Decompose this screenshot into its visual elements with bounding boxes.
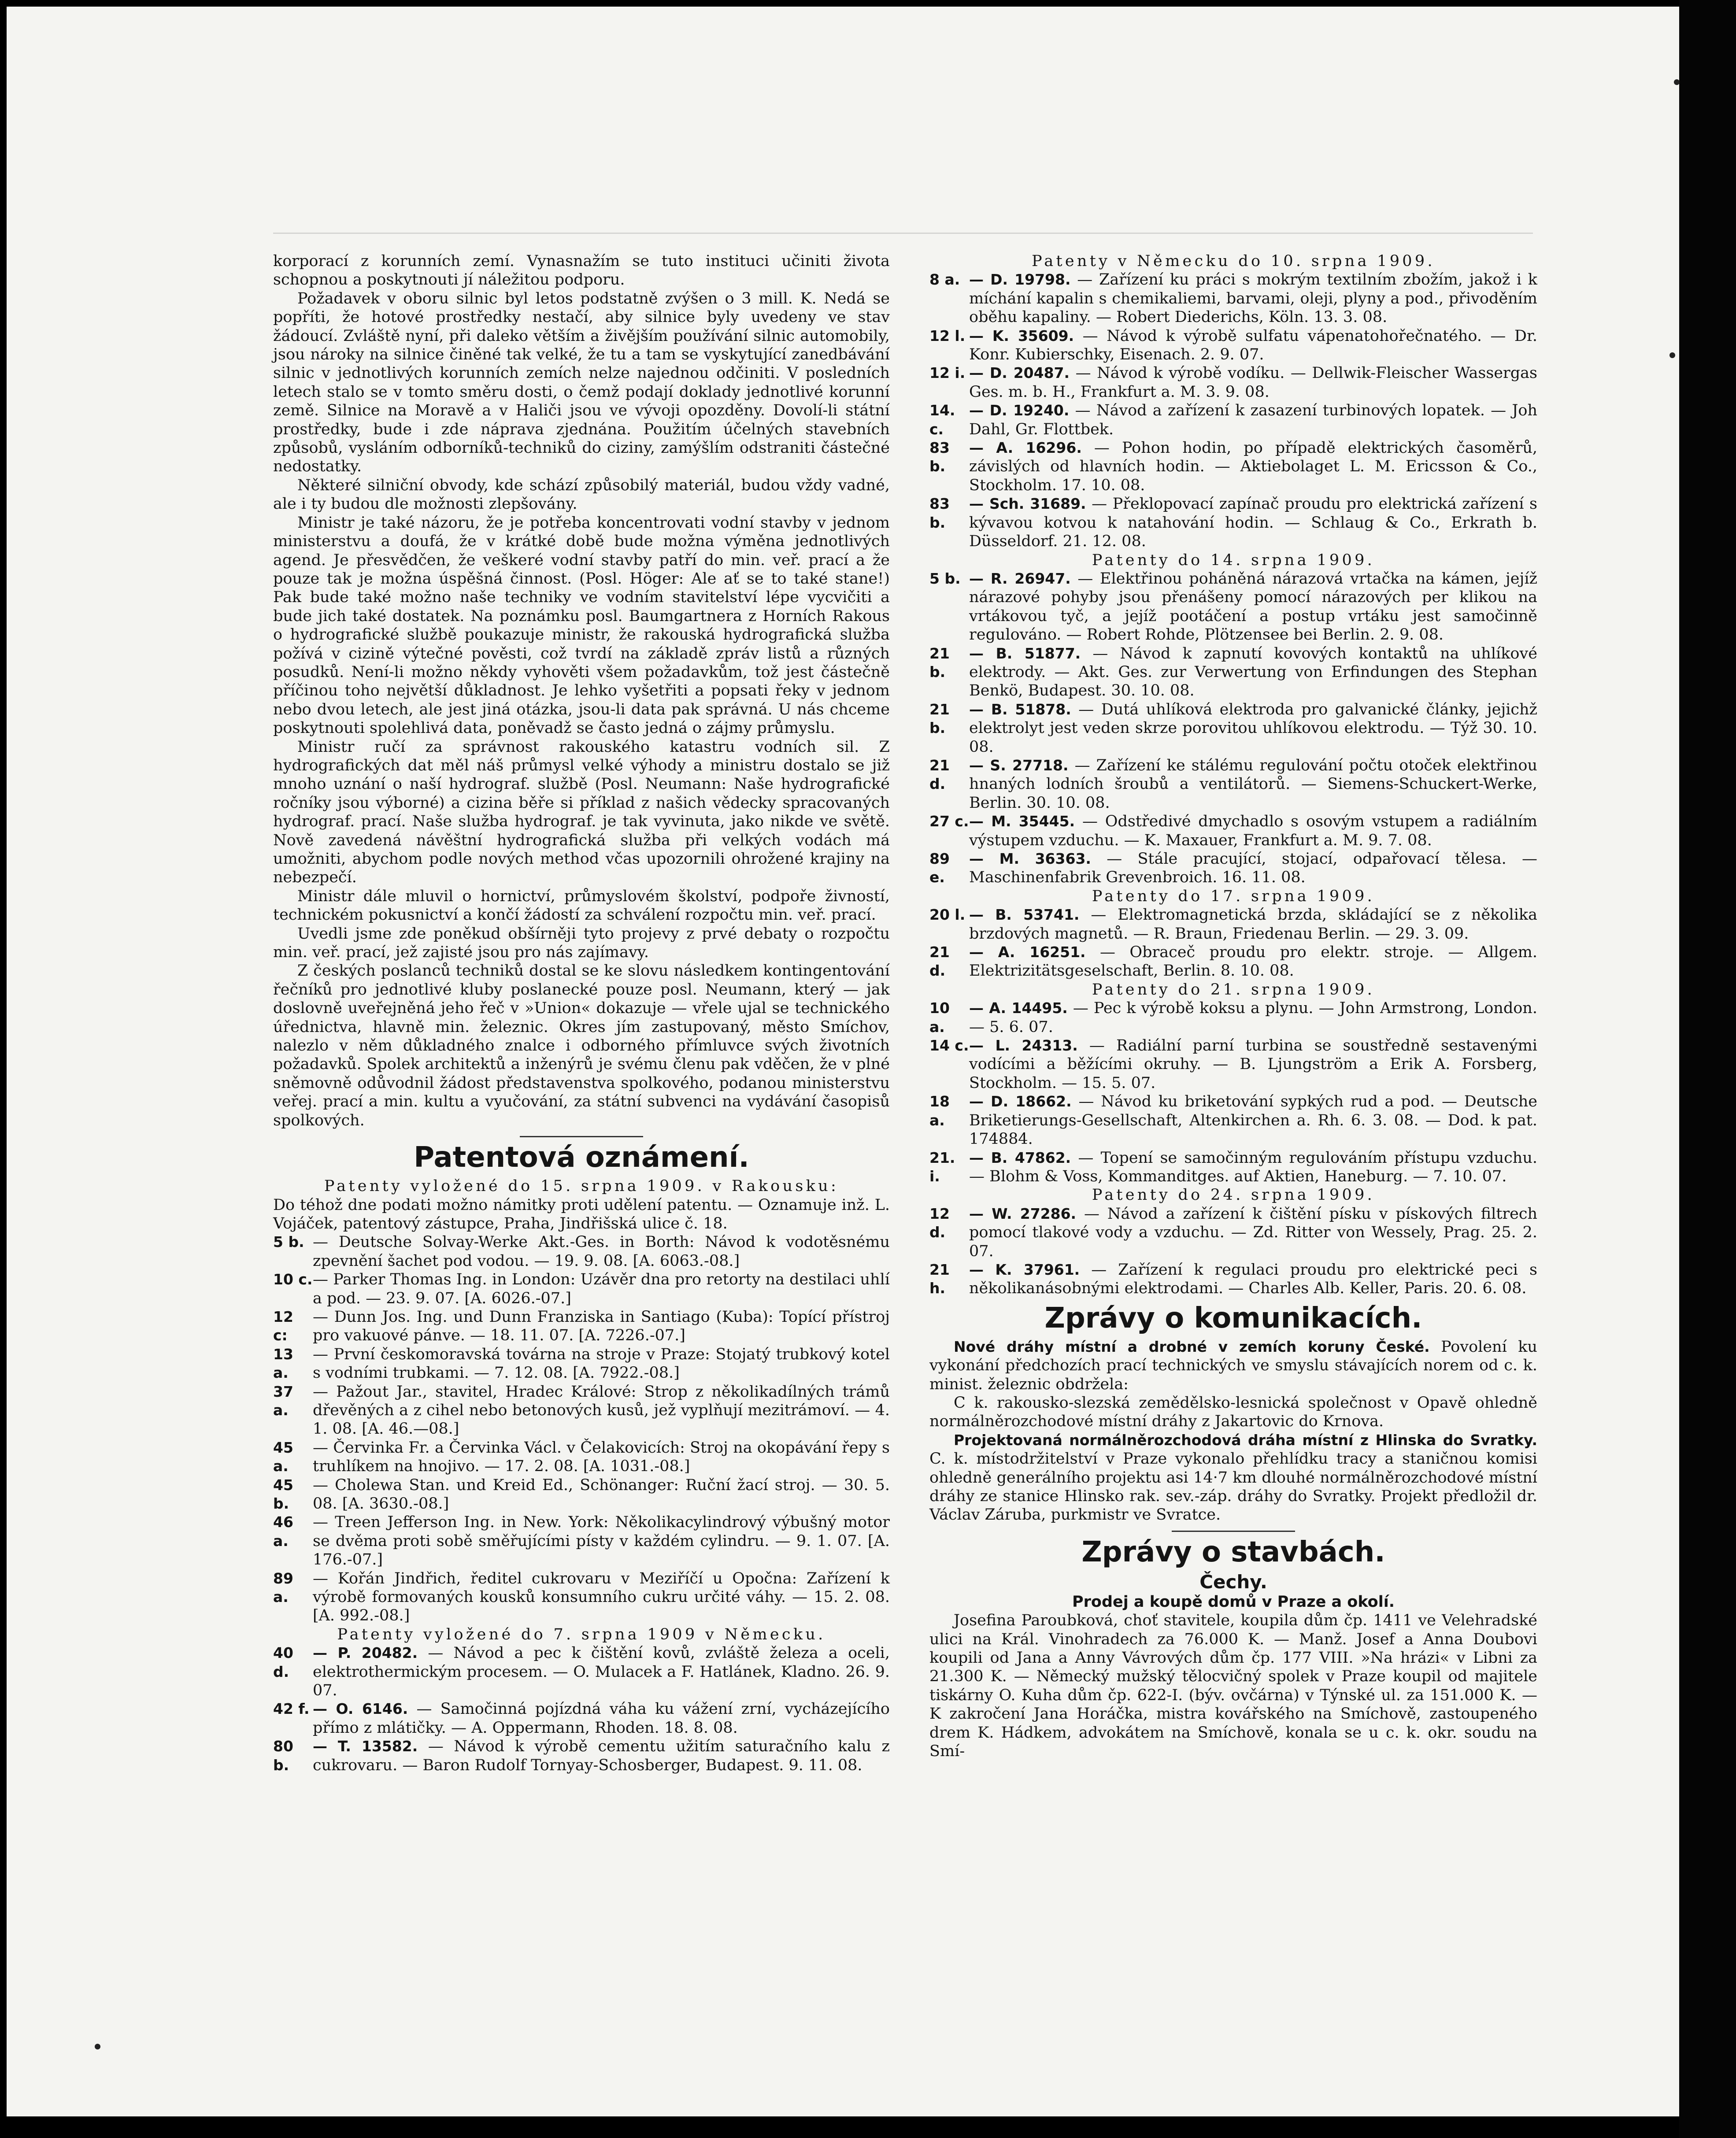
patent-entry bbox=[273, 1308, 890, 1345]
paragraph: korporací z korunních zemí. Vynasnažím se tuto instituci učiniti života schopnou a poskytnouti jí náležitou podporu. bbox=[273, 252, 890, 289]
patent-number: — R. 26947. bbox=[969, 570, 1071, 587]
patent-text bbox=[969, 401, 1537, 439]
patent-description: — Cholewa Stan. und Kreid Ed., Schönanger: Ruční žací stroj. — 30. 5. 08. [A. 3630.-08.] bbox=[313, 1476, 890, 1513]
patent-description: — Zařízení ke stálému regulování počtu otoček elektřinou hnaných lodních šroubů a ventilátorů. — Siemens-Schuckert-Werke, Berlin. 30. 10. 08. bbox=[969, 756, 1537, 812]
patent-class: 13 a. bbox=[273, 1345, 293, 1382]
margin-speck bbox=[1669, 352, 1675, 358]
subheading: Patenty do 14. srpna 1909. bbox=[1092, 551, 1375, 569]
patent-class: 21. i. bbox=[929, 1149, 955, 1185]
patent-number: — Sch. 31689. bbox=[969, 495, 1086, 513]
paragraph bbox=[929, 1338, 1537, 1394]
patent-number: — A. 16251. bbox=[969, 943, 1086, 961]
patent-class: 83 b. bbox=[929, 439, 950, 475]
patent-entry bbox=[929, 1036, 1537, 1092]
patent-description: — Kořán Jindřich, ředitel cukrovaru v Meziříčí u Opočna: Zařízení k výrobě formovaných kousků konsumního cukru určité váhy. — 15. 2. 08. [A. 992.-08.] bbox=[313, 1569, 890, 1625]
patent-number: — M. 35445. bbox=[969, 813, 1075, 830]
patent-number: — A. 14495. bbox=[969, 999, 1068, 1017]
patent-entry bbox=[929, 570, 1537, 644]
patent-entry bbox=[929, 439, 1537, 495]
patent-list bbox=[273, 1644, 890, 1775]
patent-description: — Odstředivé dmychadlo s osovým vstupem a radiálním výstupem vzduchu. — K. Maxauer, Frankfurt a. M. 9. 7. 08. bbox=[969, 813, 1537, 849]
patent-groups bbox=[929, 252, 1537, 1298]
patent-class: 37 a. bbox=[273, 1383, 293, 1419]
subheading: Patenty vyložené do 7. srpna 1909 v Německu. bbox=[337, 1625, 826, 1643]
patent-number: — D. 20487. bbox=[969, 364, 1070, 382]
patent-entry bbox=[929, 1092, 1537, 1148]
patent-entry bbox=[929, 756, 1537, 812]
patent-entry bbox=[929, 1261, 1537, 1298]
patent-class: 27 c. bbox=[929, 813, 969, 830]
patent-description: — Návod k výrobě sulfatu vápenatohořečnatého. — Dr. Konr. Kubierschky, Eisenach. 2. 9. 07. bbox=[969, 327, 1537, 364]
patent-entry bbox=[929, 364, 1537, 401]
patent-class: 12 d. bbox=[929, 1205, 950, 1241]
patent-class: 21 d. bbox=[929, 756, 950, 793]
section-rule bbox=[1172, 1531, 1295, 1532]
patent-description: — Zařízení ku práci s mokrým textilním zbožím, jakož i k míchání kapalin s chemikaliemi, barvami, oleji, plyny a pod., přivoděním oběhu kapaliny. — Robert Diederichs, Köln. 13. 3. 08. bbox=[969, 271, 1537, 326]
patent-text bbox=[969, 943, 1537, 980]
margin-speck bbox=[95, 2044, 100, 2049]
patent-entry bbox=[929, 943, 1537, 980]
paragraph: Ministr je také názoru, že je potřeba koncentrovati vodní stavby v jednom ministerstvu a doufá, že v krátké době bude možna výměna jednotlivých agend. Je přesvědčen, že veškeré vodní stavby patří do min. veř. prací a že pouze tak je možna úspěšná činnost. (Posl. Höger: Ale ať se to také stane!) Pak bude také možno naše techniky ve vodním stavitelství lépe vycvičiti a bude jich také dostatek. Na poznámku posl. Baumgartnera z Horních Rakous o hydrografické službě poukazuje ministr, že rakouská hydrografická služba požívá v cizině výtečné pověsti, což tvrdí na základě zpráv listů a různých posudků. Není-li možno někdy vyhověti všem požadavkům, tož jest částečně příčinou toho největší důkladnost. Je lehko vyšetřiti a popsati řeky v jednom nebo dvou letech, ale jest jiná otázka, jsou-li data pak správná. U nás chceme poskytnouti spolehlivá data, poněvadž se často jedná o zájmy průmyslu. bbox=[273, 514, 890, 737]
patent-class: 21 b. bbox=[929, 700, 950, 737]
patent-text bbox=[969, 570, 1537, 644]
patent-description: — Samočinná pojízdná váha ku vážení zrní, vycházejícího přímo z mlátičky. — A. Oppermann, Rhoden. 18. 8. 08. bbox=[313, 1700, 890, 1737]
patent-entry bbox=[273, 1345, 890, 1383]
patent-entry bbox=[929, 1205, 1537, 1261]
patent-text bbox=[313, 1476, 890, 1513]
paragraph: C k. rakousko-slezská zemědělsko-lesnická společnost v Opavě ohledně normálněrozchodové místní dráhy z Jakartovic do Krnova. bbox=[929, 1394, 1537, 1431]
patent-text bbox=[969, 439, 1537, 495]
subheading: Patenty v Německu do 10. srpna 1909. bbox=[1032, 252, 1435, 270]
section-heading: Zprávy o stavbách. bbox=[1081, 1535, 1385, 1568]
patent-class: 21 h. bbox=[929, 1261, 950, 1297]
patent-entry bbox=[929, 812, 1537, 850]
patent-description: — Dutá uhlíková elektroda pro galvanické články, jejichž elektrolyt jest veden skrze porovitou uhlíkovou elektrodu. — Týž 30. 10. 08. bbox=[969, 700, 1537, 756]
patent-text bbox=[969, 1261, 1537, 1298]
patent-number: — S. 27718. bbox=[969, 756, 1069, 774]
patent-entry bbox=[273, 1737, 890, 1775]
patent-description: — Pažout Jar., stavitel, Hradec Králové: Strop z několikadílných trámů dřevěných a z cihel nebo betonových kusů, jež vyplňují mezitrámoví. — 4. 1. 08. [A. 46.—08.] bbox=[313, 1383, 890, 1438]
patent-text bbox=[969, 270, 1537, 326]
patent-number: — P. 20482. bbox=[313, 1644, 418, 1662]
patent-number: — K. 35609. bbox=[969, 327, 1074, 344]
patent-entry bbox=[929, 850, 1537, 887]
right-column bbox=[929, 252, 1537, 1761]
patent-class: 40 d. bbox=[273, 1644, 293, 1680]
patent-description: — Návod a zařízení k zasazení turbinových lopatek. — Joh Dahl, Gr. Flottbek. bbox=[969, 402, 1537, 438]
patent-class: 21 d. bbox=[929, 943, 950, 980]
patent-description: — Pec k výrobě koksu a plynu. — John Armstrong, London. — 5. 6. 07. bbox=[969, 999, 1537, 1036]
patent-description: — Návod a pec k čištění kovů, zvláště železa a oceli, elektrothermickým procesem. — O. Mulacek a F. Hatlánek, Kladno. 26. 9. 07. bbox=[313, 1644, 890, 1700]
patent-text bbox=[969, 850, 1537, 887]
patent-number: — A. 16296. bbox=[969, 439, 1082, 457]
patent-entry bbox=[929, 327, 1537, 364]
patent-entry bbox=[273, 1700, 890, 1737]
scan-border bbox=[1679, 0, 1736, 2138]
patent-class: 10 c. bbox=[273, 1271, 313, 1288]
patent-entry bbox=[273, 1233, 890, 1270]
lead-phrase: Projektovaná normálněrozchodová dráha místní z Hlinska do Svratky. bbox=[954, 1431, 1537, 1449]
patent-class: 46 a. bbox=[273, 1513, 293, 1550]
patent-description: — Červinka Fr. a Červinka Václ. v Čelakovicích: Stroj na okopávání řepy s truhlíkem na hnojivo. — 17. 2. 08. [A. 1031.-08.] bbox=[313, 1439, 890, 1476]
patent-text bbox=[969, 327, 1537, 364]
paragraph: Ministr ručí za správnost rakouského katastru vodních sil. Z hydrografických dat měl náš průmysl velké výhody a ministru dostalo se již mnoho uznání o naší hydrograf. službě (Posl. Neumann: Naše hydrografické ročníky jsou výborné) a cizina běře si příklad z našich vědecky spracovaných hydrograf. prací. Naše služba hydrograf. je tak vyvinuta, jako nikde ve světě. Nově zavedená návěštní hydrografická služba při velkých vodách má umožniti, abychom podle nových method včas upozornili ohrožené krajiny na nebezpečí. bbox=[273, 738, 890, 887]
patent-class: 42 f. bbox=[273, 1700, 310, 1718]
patent-description: — První českomoravská továrna na stroje v Praze: Stojatý trubkový kotel s vodními trubkami. — 7. 12. 08. [A. 7922.-08.] bbox=[313, 1345, 890, 1382]
patent-number: — D. 19240. bbox=[969, 402, 1070, 419]
patent-text bbox=[313, 1308, 890, 1345]
patent-text bbox=[969, 999, 1537, 1036]
patent-description: — Deutsche Solvay-Werke Akt.-Ges. in Borth: Návod k vodotěsnému zpevnění šachet pod vodou. — 19. 9. 08. [A. 6063.-08.] bbox=[313, 1233, 890, 1270]
patent-text bbox=[313, 1700, 890, 1737]
patent-description: — Elektřinou poháněná nárazová vrtačka na kámen, jejíž nárazové pohyby jsou přenášeny pomocí nárazových per klikou na vrtákovou tyč, a jejíž pootáčení a postup vrtáku jest samočinně regulováno. — Robert Rohde, Plötzensee bei Berlin. 2. 9. 08. bbox=[969, 570, 1537, 644]
patent-list bbox=[273, 1233, 890, 1625]
patent-description: — Návod k výrobě vodíku. — Dellwik-Fleischer Wassergas Ges. m. b. H., Frankfurt a. M. 3. 9. 08. bbox=[969, 364, 1538, 401]
patent-entry bbox=[929, 495, 1537, 551]
paragraph-text: C. k. místodržitelství v Praze vykonalo přehlídku tracy a staničnou komisi ohledně generálního projektu asi 14·7 km dlouhé normálněrozchodové místní dráhy ze stanice Hlinsko rak. sev.-záp. dráhy do Svratky. Projekt předložil dr. Václav Záruba, purkmistr ve Svratce. bbox=[929, 1450, 1537, 1524]
left-column bbox=[273, 252, 890, 1775]
subheading: Patenty vyložené do 15. srpna 1909. v Rakousku: bbox=[324, 1177, 839, 1195]
patent-class: 18 a. bbox=[929, 1093, 950, 1129]
paragraph: Uvedli jsme zde poněkud obšírněji tyto projevy z prvé debaty o rozpočtu min. veř. prací, jež zajisté jsou pro nás zajímavy. bbox=[273, 925, 890, 962]
paragraph: Ministr dále mluvil o hornictví, průmyslovém školství, podpoře živností, technickém pokusnictví a končí žádostí za schválení rozpočtu min. veř. prací. bbox=[273, 887, 890, 924]
patent-text bbox=[969, 495, 1537, 551]
patent-description: — Treen Jefferson Ing. in New. York: Několikacylindrový výbušný motor se dvěma proti sobě směřujícími písty v každém cylindru. — 9. 1. 07. [A. 176.-07.] bbox=[313, 1513, 890, 1569]
patent-description: — Návod a zařízení k čištění písku v pískových filtrech pomocí tlakové vody a vzduchu. — Zd. Ritter von Wessely, Prag. 25. 2. 07. bbox=[969, 1205, 1537, 1260]
patent-number: — D. 19798. bbox=[969, 271, 1071, 289]
section-heading: Zprávy o komunikacích. bbox=[1044, 1302, 1422, 1335]
patent-entry bbox=[273, 1513, 890, 1569]
patent-text bbox=[969, 644, 1537, 700]
patent-text bbox=[313, 1270, 890, 1308]
patent-class: 89 a. bbox=[273, 1569, 293, 1606]
patent-text bbox=[313, 1383, 890, 1439]
patent-description: — Překlopovací zapínač proudu pro elektrická zařízení s kývavou kotvou k natahování hodin. — Schlaug & Co., Erkrath b. Düsseldorf. 21. 12. 08. bbox=[969, 495, 1537, 551]
section-rule bbox=[520, 1136, 643, 1137]
patent-class: 45 b. bbox=[273, 1476, 293, 1512]
intro-paragraph: Do téhož dne podati možno námitky proti udělení patentu. — Oznamuje inž. L. Vojáček, patentový zástupce, Praha, Jindřišská ulice č. 18. bbox=[273, 1196, 890, 1232]
patent-text bbox=[969, 906, 1537, 943]
patent-entry bbox=[929, 644, 1537, 700]
patent-text bbox=[313, 1513, 890, 1569]
region-heading: Čechy. bbox=[1199, 1571, 1267, 1593]
patent-number: — D. 18662. bbox=[969, 1093, 1072, 1110]
patent-text bbox=[969, 812, 1537, 850]
paragraph: Požadavek v oboru silnic byl letos podstatně zvýšen o 3 mill. K. Nedá se popříti, že hotové prostředky nestačí, aby silnice byly uvedeny ve stav žádoucí. Zvláště nyní, při daleko větším a živějším používání silnic automobily, jsou nároky na silnice činěné tak velké, že tu a tam se vyskytující zanedbávání silnic v jednotlivých korunních zemích nelze najednou odčiniti. V posledních letech stalo se v tomto směru dosti, o čemž podají doklady jednotlivé korunní země. Silnice na Moravě a v Haliči jsou ve vývoji opozděny. Dovolí-li státní prostředky, bude i zde náprava zjednána. Použitím účelných stavebních způsobů, vysláním odborníků-techniků do ciziny, zamýšlím odstraniti částečné nedostatky. bbox=[273, 289, 890, 476]
patent-text bbox=[313, 1644, 890, 1700]
patent-entry bbox=[929, 700, 1537, 756]
patent-number: — B. 51877. bbox=[969, 644, 1081, 662]
subheading: Patenty do 24. srpna 1909. bbox=[1092, 1186, 1375, 1204]
patent-entry bbox=[273, 1569, 890, 1625]
section-heading: Patentová oznámení. bbox=[414, 1141, 749, 1174]
patent-number: — O. 6146. bbox=[313, 1700, 408, 1718]
patent-description: — Dunn Jos. Ing. und Dunn Franziska in Santiago (Kuba): Topící přístroj pro vakuové pánve. — 18. 11. 07. [A. 7226.-07.] bbox=[313, 1308, 890, 1345]
paragraph: Josefina Paroubková, choť stavitele, koupila dům čp. 1411 ve Velehradské ulici na Král. Vinohradech za 76.000 K. — Manž. Josef a Anna Doubovi koupili od Jana a Anny Vávrových dům čp. 177 VIII. »Na hrázi« v Libni za 21.300 K. — Německý mužský tělocvičný spolek v Praze koupil od majitele tiskárny O. Kuha dům čp. 622-I. (býv. ovčárna) v Týnské ul. za 151.000 K. — K zakročení Jana Horáčka, mistra kovářského na Smíchově, zastoupeného drem K. Hádkem, advokátem na Smíchově, konala se u c. k. okr. soudu na Smí- bbox=[929, 1612, 1537, 1761]
lead-phrase: Nové dráhy místní a drobné v zemích koruny České. bbox=[954, 1338, 1430, 1355]
patent-number: — K. 37961. bbox=[969, 1261, 1080, 1278]
patent-description: — Elektromagnetická brzda, skládající se z několika brzdových magnetů. — R. Braun, Friedenau Berlin. — 29. 3. 09. bbox=[969, 906, 1537, 943]
patent-number: — B. 47862. bbox=[969, 1149, 1071, 1166]
patent-entry bbox=[929, 999, 1537, 1036]
patent-class: 12 c: bbox=[273, 1308, 293, 1344]
paragraph bbox=[929, 1431, 1537, 1524]
patent-number: — T. 13582. bbox=[313, 1738, 418, 1755]
patent-entry bbox=[273, 1439, 890, 1476]
patent-number: — W. 27286. bbox=[969, 1205, 1077, 1222]
patent-description: — Topení se samočinným regulováním přístupu vzduchu. — Blohm & Voss, Kommanditges. auf Aktien, Haneburg. — 7. 10. 07. bbox=[969, 1149, 1537, 1185]
patent-text bbox=[969, 1036, 1537, 1092]
paragraph-text: Povolení ku vykonání předchozích prací technických ve smyslu stávajících norem od c. k. minist. železnic obdržela: bbox=[929, 1338, 1537, 1393]
patent-entry bbox=[929, 270, 1537, 326]
subheading: Patenty do 21. srpna 1909. bbox=[1092, 980, 1375, 999]
patent-number: — B. 53741. bbox=[969, 906, 1080, 924]
patent-class: 14 c. bbox=[929, 1037, 969, 1054]
patent-entry bbox=[273, 1644, 890, 1700]
patent-text bbox=[313, 1737, 890, 1775]
patent-class: 89 e. bbox=[929, 850, 950, 886]
patent-number: — M. 36363. bbox=[969, 850, 1091, 867]
patent-entry bbox=[929, 1149, 1537, 1186]
patent-description: — Radiální parní turbina se soustředně sestavenými vodícími a běžícími okruhy. — B. Ljungström a Erik A. Forsberg, Stockholm. — 15. 5. 07. bbox=[969, 1037, 1537, 1092]
patent-class: 10 a. bbox=[929, 999, 950, 1036]
patent-class: 45 a. bbox=[273, 1439, 293, 1475]
patent-description: — Návod k výrobě cementu užitím saturačního kalu z cukrovaru. — Baron Rudolf Tornyay-Schosberger, Budapest. 9. 11. 08. bbox=[313, 1738, 890, 1774]
patent-text bbox=[969, 756, 1537, 812]
patent-class: 5 b. bbox=[273, 1233, 304, 1251]
patent-text bbox=[969, 1149, 1537, 1186]
patent-number: — L. 24313. bbox=[969, 1037, 1078, 1054]
patent-class: 83 b. bbox=[929, 495, 950, 531]
patent-entry bbox=[929, 906, 1537, 943]
patent-class: 12 i. bbox=[929, 364, 966, 382]
patent-text bbox=[969, 364, 1537, 401]
patent-class: 5 b. bbox=[929, 570, 961, 587]
paragraph: Některé silniční obvody, kde schází způsobilý materiál, budou vždy vadné, ale i ty budou dle možnosti zlepšovány. bbox=[273, 476, 890, 513]
patent-description: — Návod k zapnutí kovových kontaktů na uhlíkové elektrody. — Akt. Ges. zur Verwertung von Erfindungen des Stephan Benkö, Budapest. 30. 10. 08. bbox=[969, 644, 1537, 700]
patent-entry bbox=[273, 1270, 890, 1308]
margin-speck bbox=[1674, 79, 1680, 85]
patent-class: 8 a. bbox=[929, 271, 960, 289]
subheading: Patenty do 17. srpna 1909. bbox=[1092, 887, 1375, 905]
patent-text bbox=[313, 1569, 890, 1625]
patent-entry bbox=[273, 1383, 890, 1439]
patent-text bbox=[969, 1205, 1537, 1261]
patent-class: 12 l. bbox=[929, 327, 966, 344]
patent-text bbox=[969, 1092, 1537, 1148]
patent-description: — Návod ku briketování sypkých rud a pod. — Deutsche Briketierungs-Gesellschaft, Altenkirchen a. Rh. 6. 3. 08. — Dod. k pat. 174884. bbox=[969, 1093, 1537, 1148]
patent-description: — Zařízení k regulaci proudu pro elektrické peci s několikanásobnými elektrodami. — Charles Alb. Keller, Paris. 20. 6. 08. bbox=[969, 1261, 1537, 1298]
patent-number: — B. 51878. bbox=[969, 700, 1071, 718]
topic-heading: Prodej a koupě domů v Praze a okolí. bbox=[1072, 1593, 1395, 1611]
patent-text bbox=[969, 700, 1537, 756]
patent-description: — Stále pracující, stojací, odpařovací tělesa. — Maschinenfabrik Grevenbroich. 16. 11. 08. bbox=[969, 850, 1537, 887]
patent-description: — Parker Thomas Ing. in London: Uzávěr dna pro retorty na destilaci uhlí a pod. — 23. 9. 07. [A. 6026.-07.] bbox=[313, 1271, 890, 1307]
patent-class: 20 l. bbox=[929, 906, 966, 924]
patent-text bbox=[313, 1345, 890, 1383]
patent-class: 80 b. bbox=[273, 1738, 293, 1774]
patent-text bbox=[313, 1439, 890, 1476]
header-smudge-line bbox=[273, 233, 1533, 234]
patent-entry bbox=[929, 401, 1537, 439]
patent-class: 14. c. bbox=[929, 402, 955, 438]
patent-entry bbox=[273, 1476, 890, 1513]
patent-class: 21 b. bbox=[929, 644, 950, 681]
patent-text bbox=[313, 1233, 890, 1270]
paragraph: Z českých poslanců techniků dostal se ke slovu následkem kontingentování řečníků pro jednotlivé kluby poslanecké pouze posl. Neumann, který — jak doslovně uveřejněná jeho řeč v »Union« dokazuje — vřele ujal se technického úřednictva, hlavně min. železnic. Okres jím zastupovaný, město Smíchov, nalezlo v něm důkladného znalce i odborného přímluvce svých životních požadavků. Spolek architektů a inženýrů je svému členu pak vděčen, že v plné sněmovně odůvodnil žádost představenstva spolkového, podanou ministerstvu veřej. prací a min. kultu a vyučování, za státní subvenci na vydávání časopisů spolkových. bbox=[273, 962, 890, 1129]
patent-description: — Obraceč proudu pro elektr. stroje. — Allgem. Elektrizitätsgeselschaft, Berlin. 8. 10. 08. bbox=[969, 943, 1537, 980]
patent-description: — Pohon hodin, po případě elektrických časoměrů, závislých od hlavních hodin. — Aktiebolaget L. M. Ericsson & Co., Stockholm. 17. 10. 08. bbox=[969, 439, 1537, 494]
